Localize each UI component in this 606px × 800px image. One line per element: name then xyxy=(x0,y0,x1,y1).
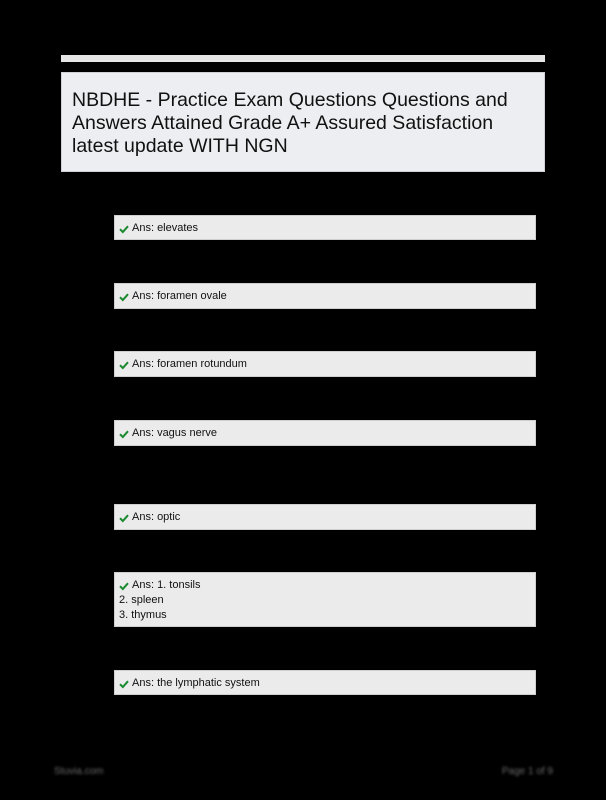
checkmark-icon xyxy=(119,581,129,591)
answer-first-line xyxy=(119,578,529,593)
answer-first-line xyxy=(119,221,529,236)
document-title: NBDHE - Practice Exam Questions Questions and Answers Attained Grade A+ Assured Satisfaction latest update WITH NGN xyxy=(72,89,508,157)
answer-box xyxy=(114,670,536,695)
answer-box xyxy=(114,420,536,446)
answer-box xyxy=(114,504,536,530)
answer-first-line xyxy=(119,510,529,525)
answer-box xyxy=(114,351,536,377)
answer-first-line xyxy=(119,426,529,441)
answer-text: Ans: 1. tonsils xyxy=(132,579,201,591)
checkmark-icon xyxy=(119,360,129,370)
answer-text: Ans: vagus nerve xyxy=(132,427,217,439)
answer-text: Ans: foramen rotundum xyxy=(132,358,247,370)
title-box xyxy=(61,72,545,172)
answer-box xyxy=(114,215,536,240)
answer-box xyxy=(114,283,536,309)
answer-text: 2. spleen xyxy=(119,594,164,606)
answer-first-line xyxy=(119,676,529,691)
footer-source: Stuvia.com xyxy=(54,766,104,777)
answer-text: Ans: the lymphatic system xyxy=(132,677,260,689)
answer-text: Ans: elevates xyxy=(132,222,199,234)
answer-first-line xyxy=(119,289,529,304)
answer-box xyxy=(114,572,536,627)
answer-first-line xyxy=(119,357,529,372)
checkmark-icon xyxy=(119,224,129,234)
top-divider xyxy=(61,55,545,62)
checkmark-icon xyxy=(119,429,129,439)
answer-text: 3. thymus xyxy=(119,609,167,621)
checkmark-icon xyxy=(119,292,129,302)
checkmark-icon xyxy=(119,513,129,523)
answer-text: Ans: foramen ovale xyxy=(132,290,227,302)
checkmark-icon xyxy=(119,679,129,689)
footer-page-number: Page 1 of 9 xyxy=(501,766,553,777)
answer-text: Ans: optic xyxy=(132,511,181,523)
